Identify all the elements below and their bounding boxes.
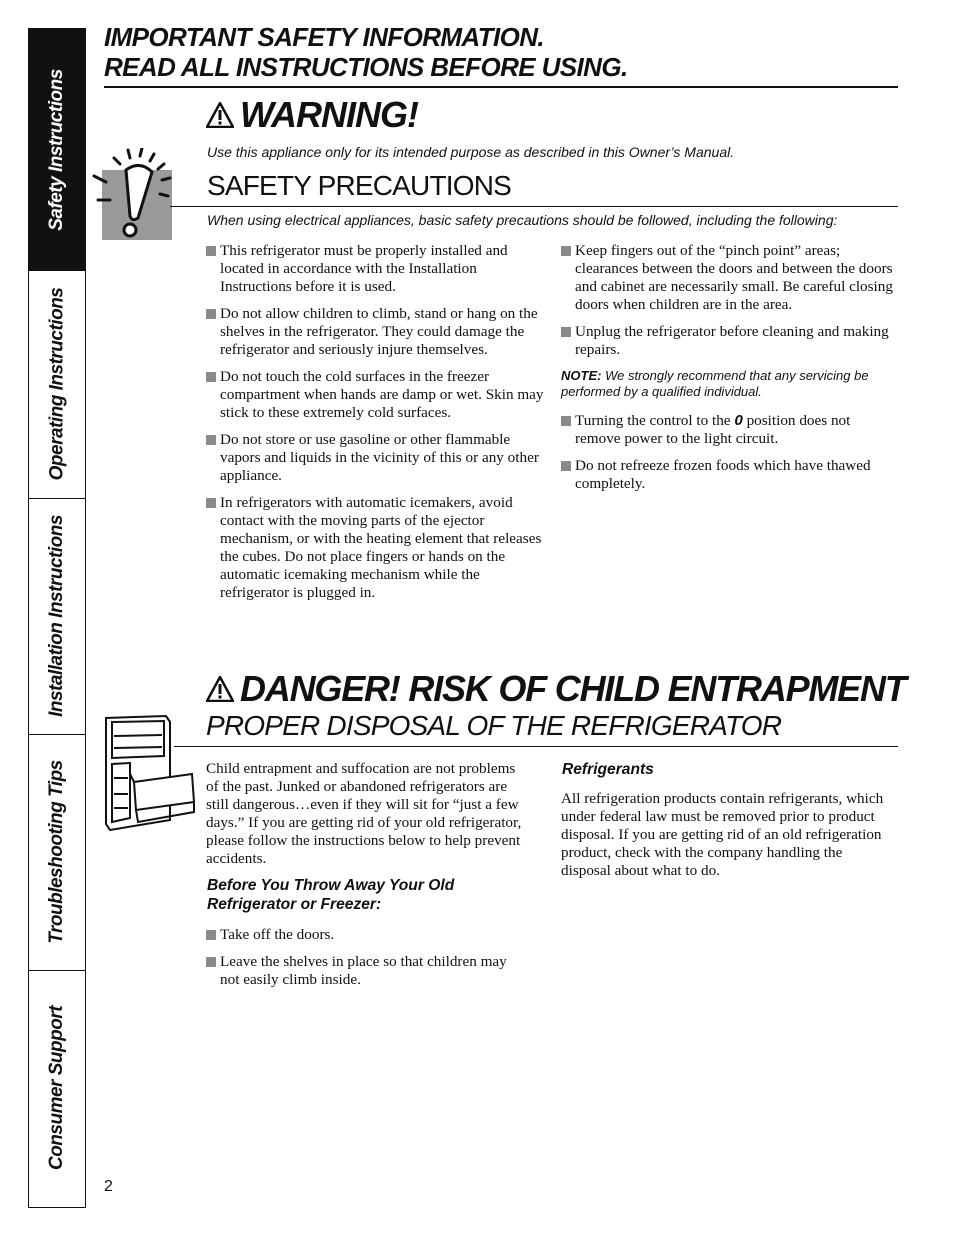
list-item: This refrigerator must be properly installed and located in accordance with the Installation Instructions before it is used. [206,242,546,296]
refrigerants-paragraph: All refrigeration products contain refrigerants, which under federal law must be removed prior to product disposal. If you are getting rid of an old refrigeration product, check with the company handling the disposal about what to do. [561,790,884,879]
warning-triangle-icon [206,676,234,702]
list-item: In refrigerators with automatic icemakers, avoid contact with the moving parts of the ejector mechanism, or with the heating element that releases the cubes. Do not place fingers or hands on the automatic icemaking mechanism while the refrigerator is plugged in. [206,494,546,602]
bullet-icon [206,309,216,319]
bullet-icon [206,435,216,445]
bullet-icon [561,327,571,337]
list-item: Keep fingers out of the “pinch point” areas; clearances between the doors and between the doors and cabinet are necessarily small. Be careful closing doors when children are in the area. [561,242,893,314]
refrigerator-icon [100,712,196,832]
bullet-icon [561,246,571,256]
child-entrapment-paragraph: Child entrapment and suffocation are not problems of the past. Junked or abandoned refrigerators are still dangerous…even if they will sit for “just a few days.” If you are getting rid of your old refrigerator, please follow the instructions below to help prevent accidents. [206,760,522,867]
safety-precautions-lead: When using electrical appliances, basic safety precautions should be followed, including the following: [207,212,838,228]
warning-intro: Use this appliance only for its intended purpose as described in this Owner’s Manual. [207,144,735,160]
bullet-icon [206,930,216,940]
bullet-icon [206,246,216,256]
disposal-steps-list [206,926,524,998]
before-throw-away-heading: Before You Throw Away Your Old Refrigerator or Freezer: [207,877,455,913]
list-item: Leave the shelves in place so that children may not easily climb inside. [206,953,524,989]
warning-heading-text: WARNING! [240,94,418,135]
list-item: Take off the doors. [206,926,524,944]
bullet-icon [561,416,571,426]
bullet-icon [206,498,216,508]
header-divider [104,86,898,88]
exclamation-warning-icon [92,148,180,244]
safety-list-right [561,242,893,502]
warning-triangle-icon [206,102,234,128]
danger-heading-text: DANGER! RISK OF CHILD ENTRAPMENT [240,668,906,709]
warning-heading [206,94,418,136]
list-item: Turning the control to the 0 position does not remove power to the light circuit. [561,412,893,448]
side-tab-nav [28,28,86,1208]
tab-troubleshooting-tips[interactable]: Troubleshooting Tips [29,734,85,971]
refrigerants-heading: Refrigerants [562,761,654,778]
safety-list-left [206,242,546,611]
control-zero-label: 0 [734,412,743,429]
safety-precautions-heading: SAFETY PRECAUTIONS [207,170,512,201]
section-divider [174,746,898,747]
list-item: Do not allow children to climb, stand or hang on the shelves in the refrigerator. They could damage the refrigerator and seriously injure themselves. [206,305,546,359]
proper-disposal-heading: PROPER DISPOSAL OF THE REFRIGERATOR [206,710,782,741]
page-title [104,22,904,82]
list-item: Do not touch the cold surfaces in the freezer compartment when hands are damp or wet. Skin may stick to these extremely cold surfaces. [206,368,546,422]
tab-operating-instructions[interactable]: Operating Instructions [29,270,85,499]
bullet-icon [206,957,216,967]
page-title-line-2: READ ALL INSTRUCTIONS BEFORE USING. [104,52,628,82]
page-number: 2 [104,1178,113,1195]
tab-consumer-support[interactable]: Consumer Support [46,1005,67,1171]
tab-safety-instructions[interactable]: Safety Instructions [29,29,85,271]
tab-installation-instructions[interactable]: Installation Instructions [29,498,85,735]
list-item: Do not refreeze frozen foods which have thawed completely. [561,457,893,493]
servicing-note: NOTE: We strongly recommend that any servicing be performed by a qualified individual. [561,368,869,399]
list-item: Do not store or use gasoline or other flammable vapors and liquids in the vicinity of this or any other appliance. [206,431,546,485]
section-divider [170,206,898,207]
page-title-line-1: IMPORTANT SAFETY INFORMATION. [104,22,544,52]
danger-heading [206,668,906,710]
bullet-icon [206,372,216,382]
list-item: Unplug the refrigerator before cleaning and making repairs. [561,323,893,359]
bullet-icon [561,461,571,471]
